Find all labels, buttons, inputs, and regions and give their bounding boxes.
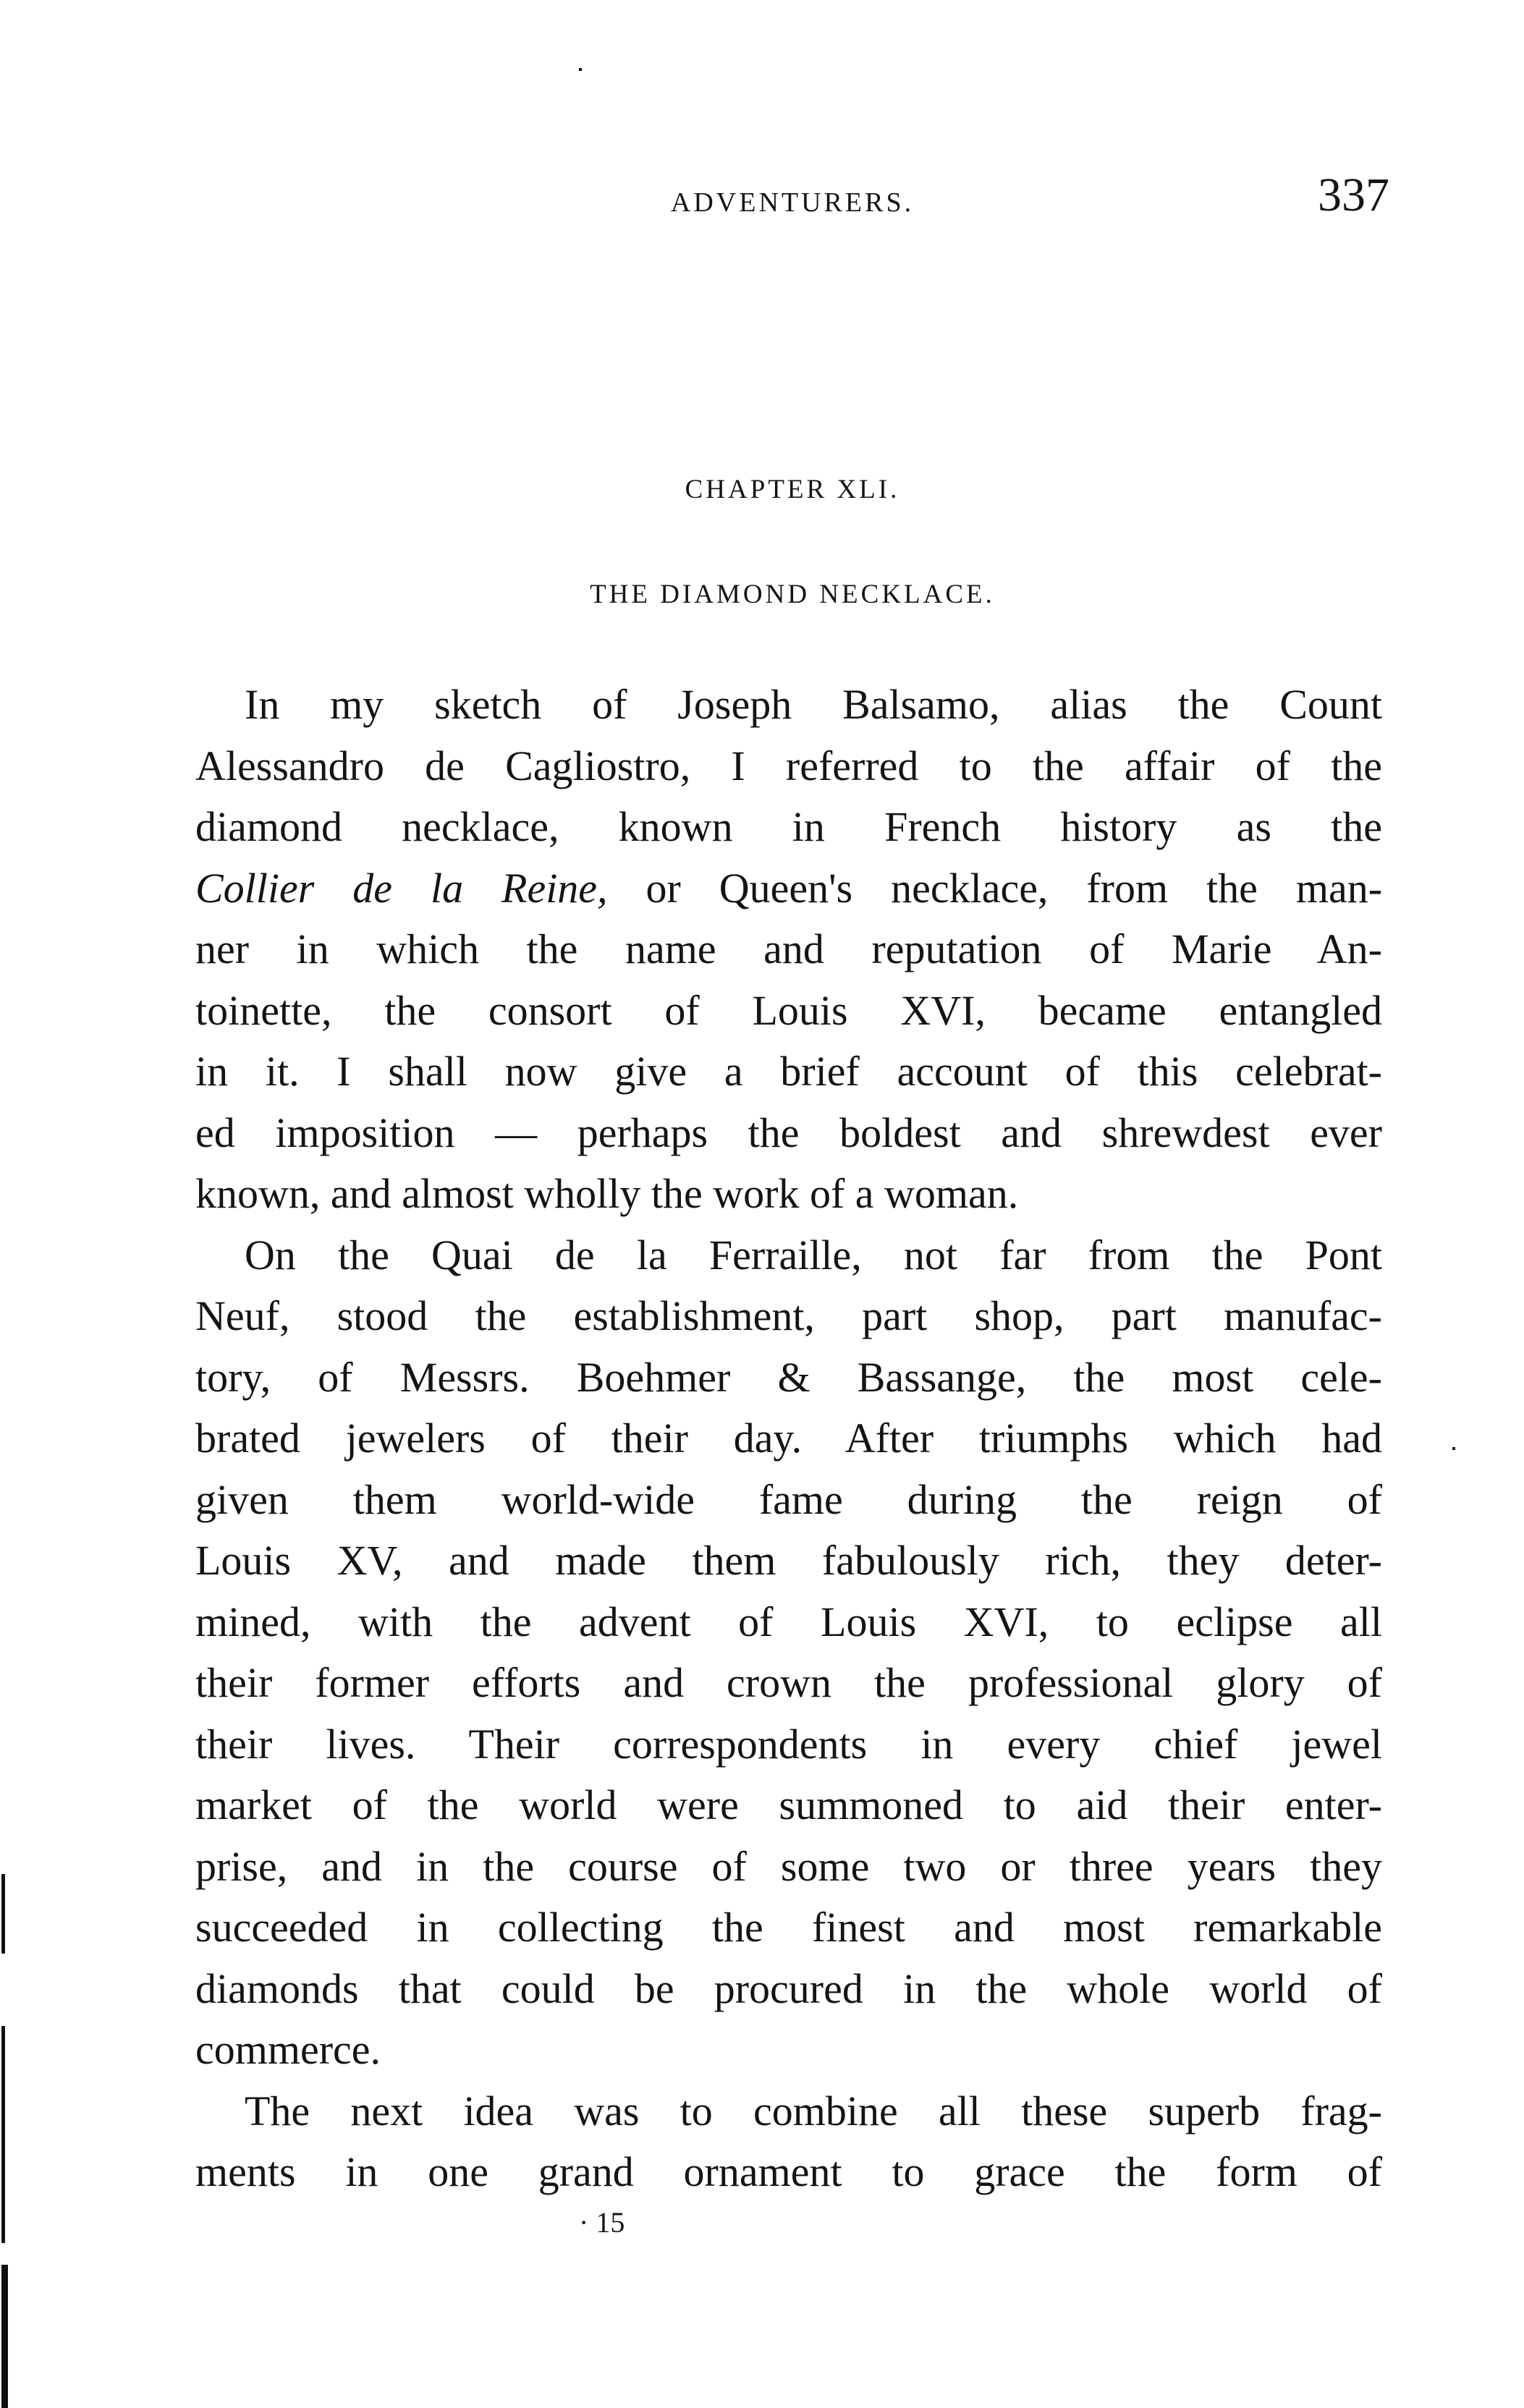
text-line: The next idea was to combine all these superb frag- <box>245 2087 1382 2134</box>
text-line: ments in one grand ornament to grace the form of <box>195 2148 1382 2195</box>
scan-dot <box>1452 1447 1455 1450</box>
running-head <box>195 168 1389 226</box>
text-line: succeeded in collecting the finest and most remarkable <box>195 1904 1382 1951</box>
text-line: in it. I shall now give a brief account of this celebrat- <box>195 1048 1382 1095</box>
text-line: mined, with the advent of Louis XVI, to eclipse all <box>195 1598 1382 1645</box>
text-line-with-italic <box>195 858 1382 920</box>
scan-edge-mark <box>1 1874 5 1954</box>
running-title: ADVENTURERS. <box>670 187 915 218</box>
text-line: known, and almost wholly the work of a woman. <box>195 1170 1019 1217</box>
italic-phrase: Collier de la Reine, <box>195 864 608 912</box>
text-line: On the Quai de la Ferraille, not far from the Pont <box>245 1231 1382 1279</box>
text-line: diamond necklace, known in French history as the <box>195 803 1382 850</box>
body-text <box>195 674 1382 2203</box>
scan-edge-mark <box>1 2026 5 2243</box>
text-line: Neuf, stood the establishment, part shop, part manufac- <box>195 1292 1382 1339</box>
text-line: In my sketch of Joseph Balsamo, alias the Count <box>245 681 1382 728</box>
text-line: diamonds that could be procured in the whole world of <box>195 1964 1382 2012</box>
text-line: Louis XV, and made them fabulously rich, they deter- <box>195 1537 1382 1584</box>
text-line: given them world-wide fame during the reign of <box>195 1475 1382 1523</box>
signature-mark: · 15 <box>579 2206 625 2239</box>
scan-dot <box>579 68 582 71</box>
text-line: their former efforts and crown the professional glory of <box>195 1659 1382 1706</box>
scan-edge-mark <box>1 2265 8 2408</box>
text-line: toinette, the consort of Louis XVI, became entangled <box>195 986 1382 1034</box>
text-line: market of the world were summoned to aid their enter- <box>195 1781 1382 1828</box>
text-line-rest: or Queen's necklace, from the man- <box>645 864 1383 912</box>
text-line: brated jewelers of their day. After triumphs which had <box>195 1415 1382 1462</box>
chapter-number: CHAPTER XLI. <box>685 475 900 504</box>
chapter-title: THE DIAMOND NECKLACE. <box>590 580 995 609</box>
page-number: 337 <box>1318 169 1389 221</box>
text-line: their lives. Their correspondents in every chief jewel <box>195 1720 1382 1768</box>
text-line: commerce. <box>195 2026 381 2073</box>
text-line: tory, of Messrs. Boehmer & Bassange, the most cele- <box>195 1353 1382 1401</box>
signature-number: 15 <box>596 2206 625 2239</box>
text-line: ed imposition — perhaps the boldest and shrewdest ever <box>195 1108 1382 1156</box>
text-line: Alessandro de Cagliostro, I referred to the affair of the <box>195 742 1382 789</box>
text-line: ner in which the name and reputation of Marie An- <box>195 925 1382 972</box>
text-line: prise, and in the course of some two or three years they <box>195 1842 1382 1890</box>
